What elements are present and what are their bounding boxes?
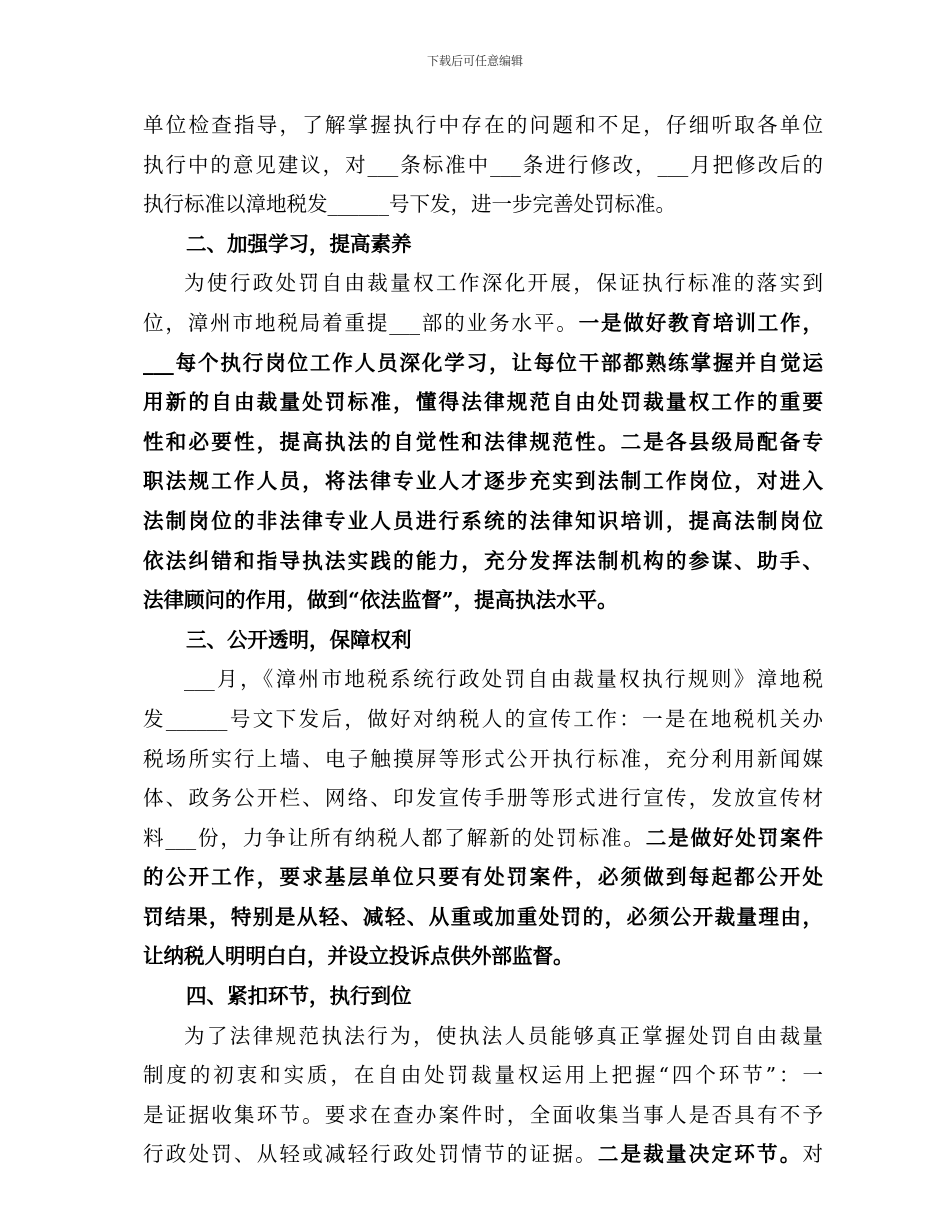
section-heading-3: 三、公开透明，保障权利 — [186, 627, 412, 652]
paragraph-line — [143, 1135, 823, 1175]
paragraph-line: 制度的初衷和实质，在自由处罚裁量权运用上把握“四个环节”：一 — [143, 1063, 823, 1088]
text-run: 对 — [802, 1142, 823, 1167]
page-header: 下载后可任意编辑 — [426, 54, 523, 68]
paragraph-line: 单位检查指导，了解掌握执行中存在的问题和不足，仔细听取各单位 — [143, 113, 823, 137]
paragraph-line: 是证据收集环节。要求在查办案件时，全面收集当事人是否具有不予 — [143, 1102, 823, 1127]
paragraph-line-bold: 用新的自由裁量处罚标准，懂得法律规范自由处罚裁量权工作的重要 — [143, 390, 823, 415]
paragraph-line: 税场所实行上墙、电子触摸屏等形式公开执行标准，充分利用新闻媒 — [143, 746, 823, 771]
paragraph-line: 体、政务公开栏、网络、印发宣传手册等形式进行宣传，发放宣传材 — [143, 786, 823, 811]
paragraph-line-bold: ___每个执行岗位工作人员深化学习，让每位干部都熟练掌握并自觉运 — [143, 350, 823, 375]
paragraph-line-bold: 法律顾问的作用，做到“依法监督”，提高执法水平。 — [143, 588, 618, 613]
paragraph-line-bold: 让纳税人明明白白，并设立投诉点供外部监督。 — [143, 944, 574, 969]
paragraph-line: 执行中的意见建议，对___条标准中___条进行修改，___月把修改后的 — [143, 152, 823, 177]
paragraph-line — [143, 819, 823, 859]
text-run: 料___份，力争让所有纳税人都了解新的处罚标准。 — [143, 825, 646, 850]
text-run: 位，漳州市地税局着重提___部的业务水平。 — [143, 310, 579, 335]
paragraph-line-bold: 的公开工作，要求基层单位只要有处罚案件，必须做到每起都公开处 — [143, 865, 823, 890]
paragraph-line-bold: 罚结果，特别是从轻、减轻、从重或加重处罚的，必须公开裁量理由， — [143, 904, 823, 929]
paragraph-line-bold: 性和必要性，提高执法的自觉性和法律规范性。二是各县级局配备专 — [143, 429, 823, 454]
bold-text-run: 一是做好教育培训工作， — [578, 310, 824, 335]
paragraph-line: 为使行政处罚自由裁量权工作深化开展，保证执行标准的落实到 — [184, 271, 823, 296]
paragraph-line-bold: 法制岗位的非法律专业人员进行系统的法律知识培训，提高法制岗位 — [143, 508, 823, 533]
paragraph-line: 发______号文下发后，做好对纳税人的宣传工作：一是在地税机关办 — [143, 706, 823, 731]
paragraph-line: ___月，《漳州市地税系统行政处罚自由裁量权执行规则》漳地税 — [184, 667, 823, 692]
paragraph-line-bold: 依法纠错和指导执法实践的能力，充分发挥法制机构的参谋、助手、 — [143, 548, 823, 573]
section-heading-2: 二、加强学习，提高素养 — [186, 231, 412, 256]
bold-text-run: 二是做好处罚案件 — [645, 825, 824, 850]
text-run: 行政处罚、从轻或减轻行政处罚情节的证据。 — [143, 1142, 598, 1167]
paragraph-line-bold: 职法规工作人员，将法律专业人才逐步充实到法制工作岗位，对进入 — [143, 469, 823, 494]
paragraph-line: 执行标准以漳地税发______号下发，进一步完善处罚标准。 — [143, 192, 676, 217]
paragraph-line — [143, 304, 823, 344]
bold-text-run: 二是裁量决定环节。 — [597, 1142, 803, 1167]
paragraph-line: 为了法律规范执法行为，使执法人员能够真正掌握处罚自由裁量 — [184, 1023, 823, 1048]
section-heading-4: 四、紧扣环节，执行到位 — [186, 984, 412, 1009]
document-body — [143, 106, 823, 1175]
